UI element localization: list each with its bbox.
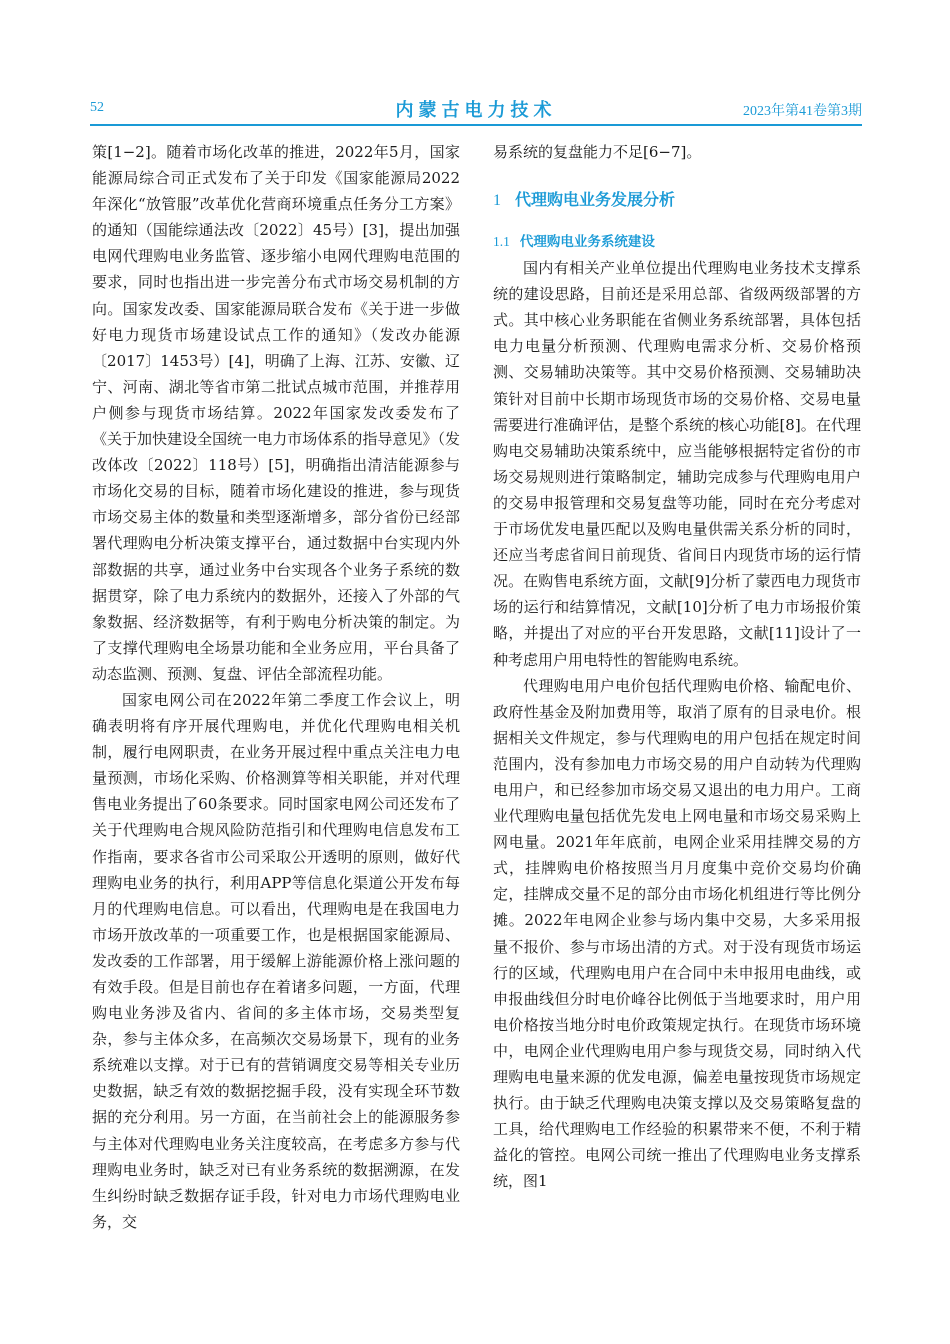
section-number: 1 (493, 192, 501, 210)
journal-title: 内蒙古电力技术 (395, 100, 557, 121)
section-title: 代理购电业务发展分析 (515, 190, 676, 210)
paragraph: 国家电网公司在2022年第二季度工作会议上，明确表明将有序开展代理购电，并优化代理购电相关机制，履行电网职责，在业务开展过程中重点关注电力电量预测，市场化采购、价格测算等相关职能，并对代理售电业务提出了60条要求。同时国家电网公司还发布了关于代理购电合规风险防范指引和代理购电信息发布工作指南，要求各省市公司采取公开透明的原则，做好代理购电业务的执行，利用APP等信息化渠道公开发布每月的代理购电信息。可以看出，代理购电是在我国电力市场开放改革的一项重要工作，也是根据国家能源局、发改委的工作部署，用于缓解上游能源价格上涨问题的有效手段。但是目前也存在着诸多问题，一方面，代理购电业务涉及省内、省间的多主体市场，交易类型复杂，参与主体众多，在高频次交易场景下，现有的业务系统难以支撑。对于已有的营销调度交易等相关专业历史数据，缺乏有效的数据挖掘手段，没有实现全环节数据的充分利用。另一方面，在当前社会上的能源服务参与主体对代理购电业务关注度较高，在考虑多方参与代理购电业务时，缺乏对已有业务系统的数据溯源，在发生纠纷时缺乏数据存证手段，针对电力市场代理购电业务，交 (92, 690, 460, 1231)
header-rule (90, 124, 862, 126)
subsection-title: 代理购电业务系统建设 (519, 234, 655, 251)
subsection-number: 1.1 (493, 234, 510, 250)
issue-info: 2023年第41卷第3期 (743, 104, 862, 119)
left-column (92, 139, 460, 1235)
running-header (90, 100, 862, 122)
paragraph: 国内有相关产业单位提出代理购电业务技术支撑系统的建设思路，目前还是采用总部、省级两级部署的方式。其中核心业务职能在省侧业务系统部署，具体包括电力电量分析预测、代理购电需求分析、交易价格预测、交易辅助决策等。其中交易价格预测、交易辅助决策针对目前中长期市场现货市场的交易价格、交易电量需要进行准确评估，是整个系统的核心功能[8]。在代理购电交易辅助决策系统中，应当能够根据特定省份的市场交易规则进行策略制定，辅助完成参与代理购电用户的交易申报管理和交易复盘等功能，同时在充分考虑对于市场优发电量匹配以及购电量供需关系分析的同时，还应当考虑省间日前现货、省间日内现货市场的运行情况。在购售电系统方面，文献[9]分析了蒙西电力现货市场的运行和结算情况，文献[10]分析了电力市场报价策略，并提出了对应的平台开发思路，文献[11]设计了一种考虑用户用电特性的智能购电系统。 (493, 259, 862, 669)
paragraph: 代理购电用户电价包括代理购电价格、输配电价、政府性基金及附加费用等，取消了原有的目录电价。根据相关文件规定，参与代理购电的用户包括在规定时间范围内，没有参加电力市场交易的用户自动转为代理购电用户，和已经参加市场交易又退出的电力用户。工商业代理购电量包括优先发电上网电量和市场交易采购上网电量。2021年年底前，电网企业采用挂牌交易的方式，挂牌购电价格按照当月月度集中竞价交易均价确定，挂牌成交量不足的部分由市场化机组进行等比例分摊。2022年电网企业参与场内集中交易，大多采用报量不报价、参与市场出清的方式。对于没有现货市场运行的区域，代理购电用户在合同中未申报用电曲线，或申报曲线但分时电价峰谷比例低于当地要求时，用户用电价格按当地分时电价政策规定执行。在现货市场环境中，电网企业代理购电用户参与现货交易，同时纳入代理购电电量来源的优发电源，偏差电量按现货市场规定执行。由于缺乏代理购电决策支撑以及交易策略复盘的工具，给代理购电工作经验的积累带来不便，不利于精益化的管控。电网公司统一推出了代理购电业务支撑系统，图1 (493, 676, 861, 1191)
right-column (493, 139, 861, 1194)
paragraph: 策[1−2]。随着市场化改革的推进，2022年5月，国家能源局综合司正式发布了关于印发《国家能源局2022年深化“放管服”改革优化营商环境重点任务分工方案》的通知（国能综通法改〔2022〕45号）[3]，提出加强电网代理购电业务监管、逐步缩小电网代理购电范围的要求，同时也指出进一步完善分布式市场交易机制的方向。国家发改委、国家能源局联合发布《关于进一步做好电力现货市场建设试点工作的通知》（发改办能源〔2017〕1453号）[4]，明确了上海、江苏、安徽、辽宁、河南、湖北等省市第二批试点城市范围，并推荐用户侧参与现货市场结算。2022年国家发改委发布了《关于加快建设全国统一电力市场体系的指导意见》（发改体改〔2022〕118号）[5]，明确指出清洁能源参与市场化交易的目标，随着市场化建设的推进，参与现货市场交易主体的数量和类型逐渐增多，部分省份已经部署代理购电分析决策支撑平台，通过数据中台实现内外部数据的共享，通过业务中台实现各个业务子系统的数据贯穿，除了电力系统内的数据外，还接入了外部的气象数据、经济数据等，有利于购电分析决策的制定。为了支撑代理购电全场景功能和全业务应用，平台具备了动态监测、预测、复盘、评估全部流程功能。 (92, 143, 460, 683)
paragraph: 易系统的复盘能力不足[6−7]。 (493, 143, 702, 161)
section-heading-1 (493, 187, 861, 227)
section-heading-1-1 (493, 229, 861, 255)
page-number: 52 (90, 100, 104, 115)
